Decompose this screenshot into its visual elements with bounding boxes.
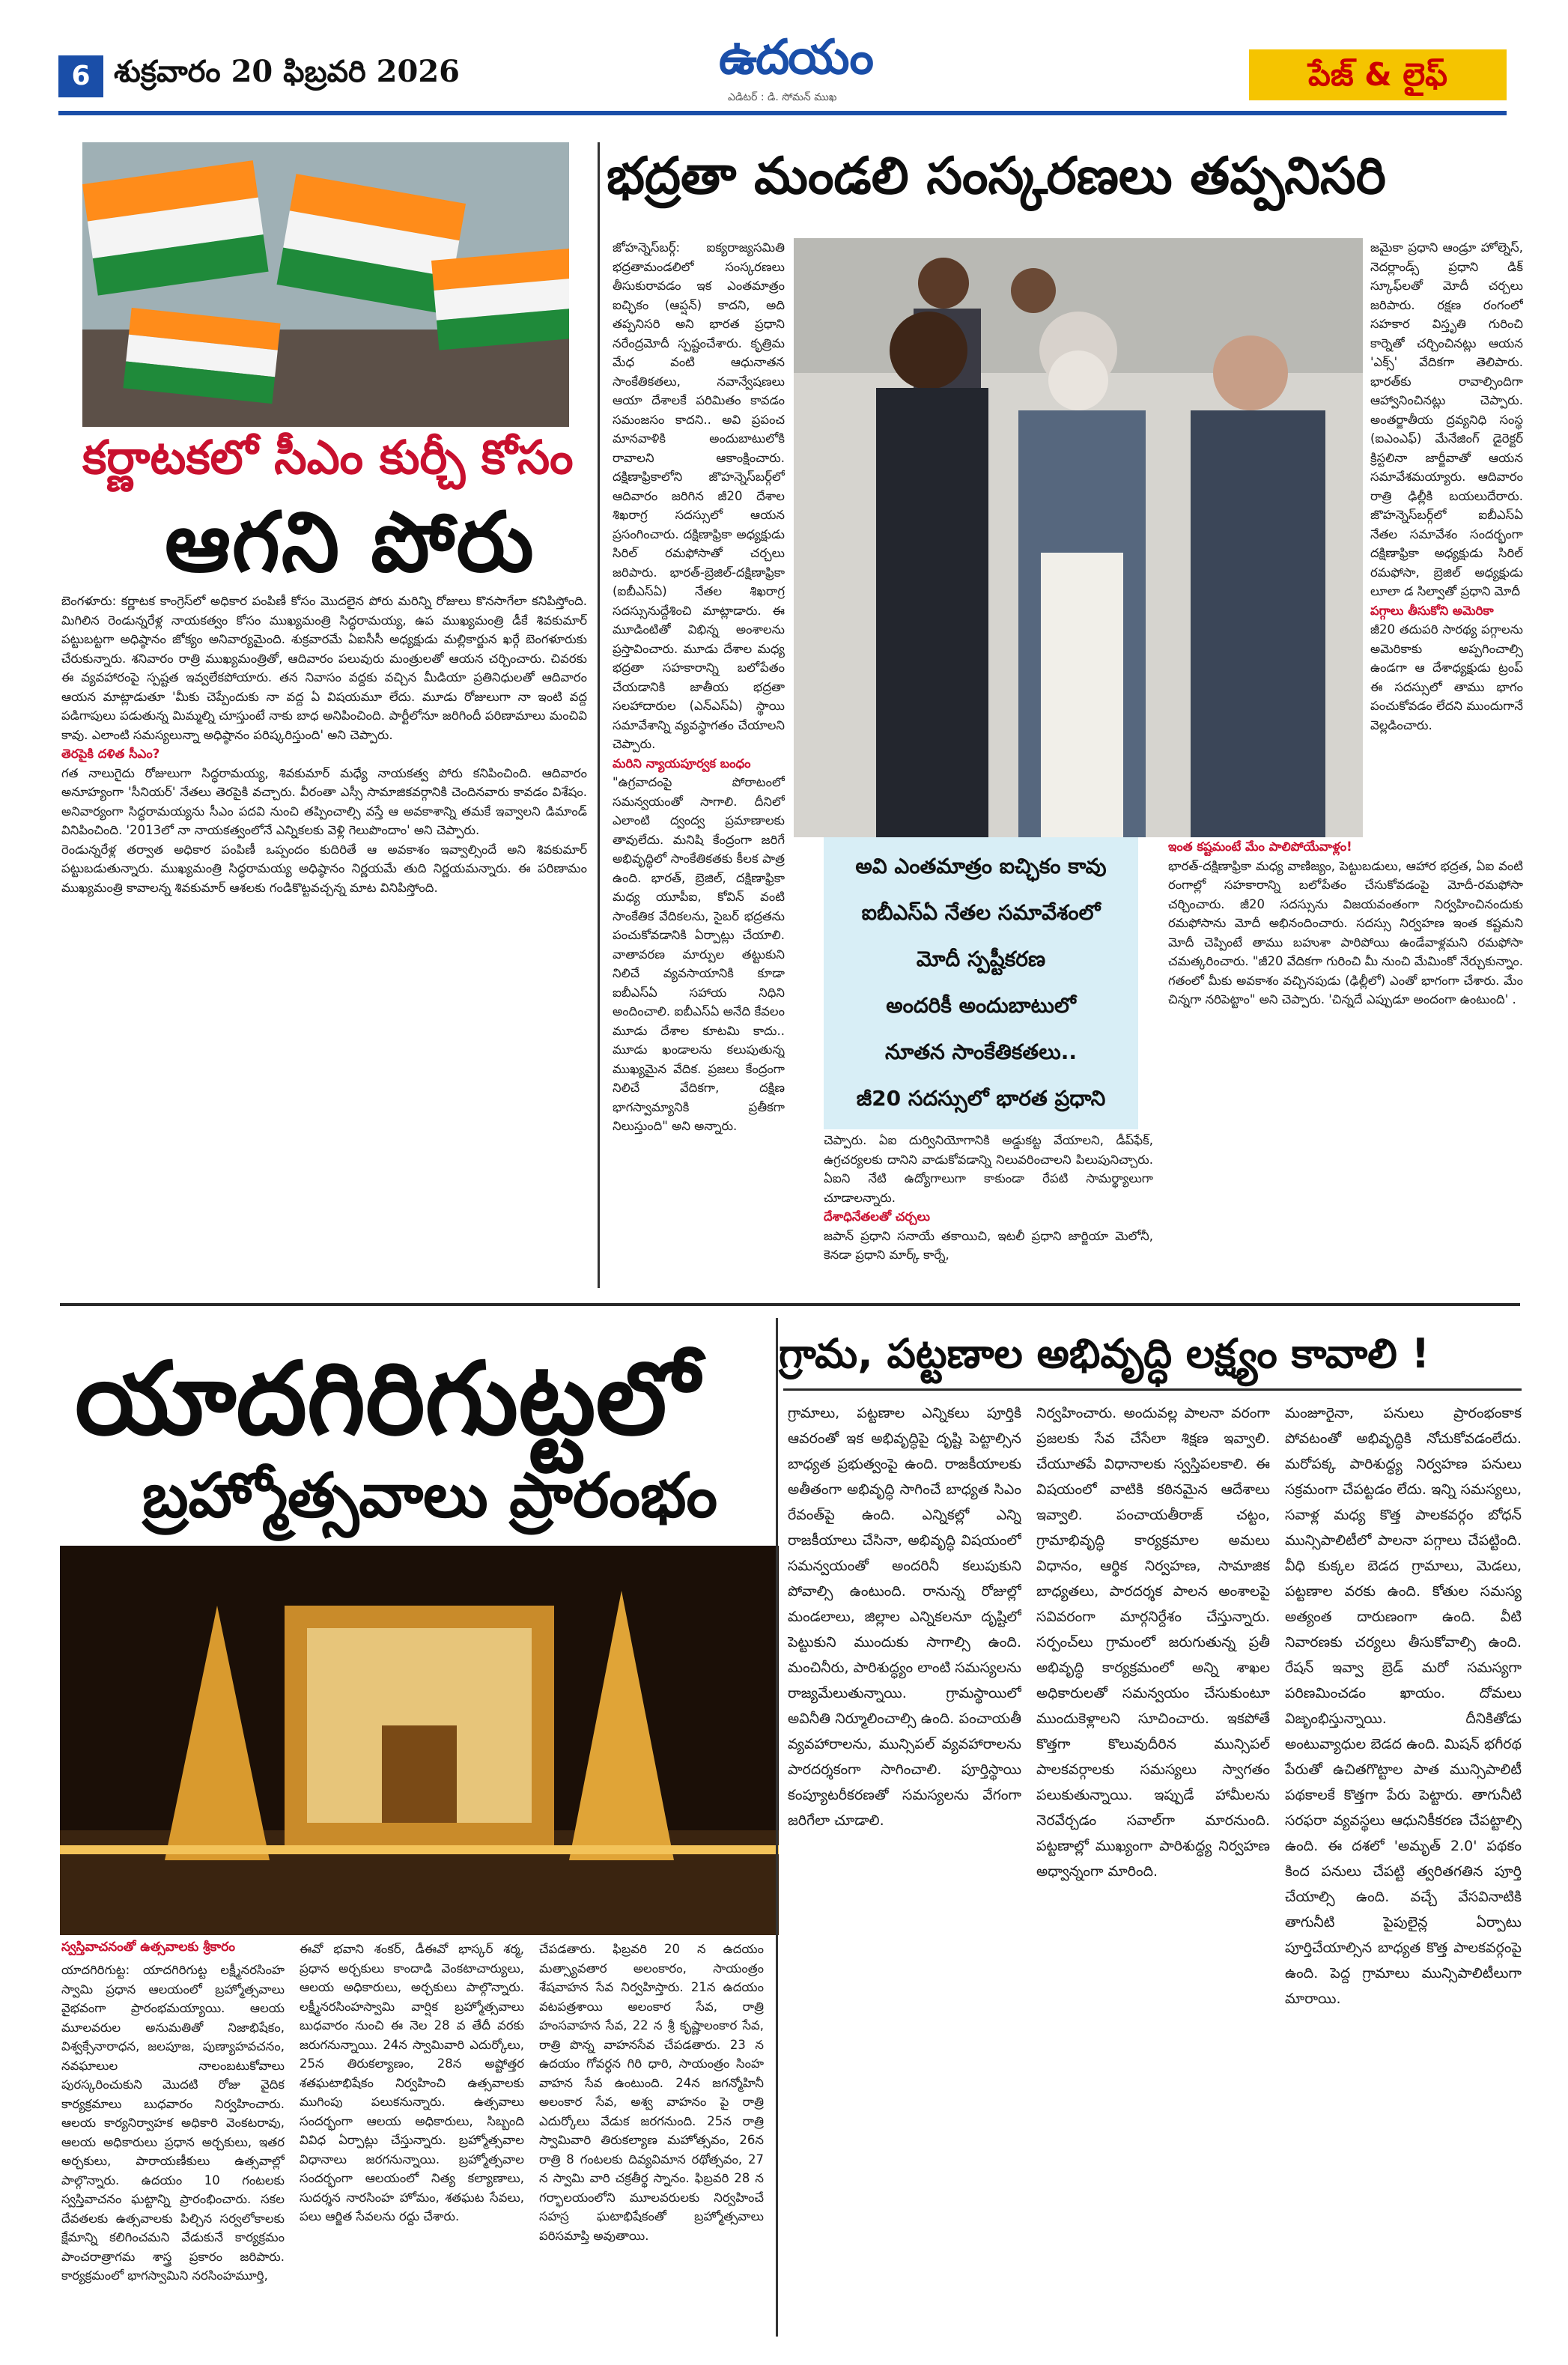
column-divider (598, 142, 600, 1288)
column-divider (776, 1318, 778, 2337)
security-council-paragraph-2: "ఉగ్రవాదంపై పోరాటంలో సమన్వయంతో సాగాలి. దీనిలో ఎలాంటి ద్వంద్వ ప్రమాణాలకు తావులేదు. మనిషి కేంద్రంగా జరిగే అభివృద్ధిలో సాంకేతికతకు కీలక పాత్ర ఉంది. భారత్, బ్రెజిల్, దక్షిణాఫ్రికా మధ్య యూపీఐ, కోవిన్ వంటి సాంకేతిక వేదికలను, సైబర్ భద్రతను పంచుకోవడానికి ఏర్పాట్లు చేయాలి. వాతావరణ మార్పుల తట్టుకుని నిలిచే వ్యవసాయానికి కూడా ఐబీఎస్ఏ సహాయ నిధిని అందించాలి. ఐబీఎస్ఏ అనేది కేవలం మూడు దేశాల కూటమి కాదు.. మూడు ఖండాలను కలుపుతున్న ముఖ్యమైన వేదిక. ప్రజలు కేంద్రంగా నిలిచే వేదికగా, దక్షిణ భాగస్వామ్యానికి ప్రతీకగా నిలుస్తుంది" అని అన్నారు. (613, 775, 785, 1133)
security-council-headline[interactable]: భద్రతా మండలి సంస్కరణలు తప్పనిసరి (607, 147, 1386, 206)
karnataka-headline-main[interactable]: ఆగని పోరు (165, 494, 535, 590)
security-council-column-2 (1363, 238, 1523, 837)
development-column-1 (788, 1400, 1021, 2337)
karnataka-headline[interactable]: కర్ణాటకలో సీఎం కుర్చీ కోసం (82, 430, 574, 485)
development-column-2 (1036, 1400, 1270, 2337)
karnataka-article-body (61, 592, 587, 1273)
highlight-line-2: ఐబీఎస్ఏ నేతల సమావేశంలో (861, 900, 1101, 925)
yadagiri-column-2 (300, 1940, 524, 2335)
temple-photo-caption: స్వస్తివాచనంతో ఉత్సవాలకు శ్రీకారం (61, 1940, 235, 1955)
security-council-paragraph-3: జమైకా ప్రధాని ఆండ్రూ హోల్నెస్, నెదర్లాండ్స్ ప్రధాని డిక్ స్కూఫ్‌లతో మోదీ చర్చలు జరిపారు. రక్షణ రంగంలో సహకార విస్తృతి గురించి కార్నెతో చర్చించినట్లు ఆయన 'ఎక్స్' వేదికగా తెలిపారు. భారత్‌కు రావాల్సిందిగా ఆహ్వానించినట్లు చెప్పారు. అంతర్జాతీయ ద్రవ్యనిధి సంస్థ (ఐఎంఎఫ్) మేనేజింగ్ డైరెక్టర్ క్రిస్టలినా జార్జీవాతో ఆయన సమావేశమయ్యారు. ఆదివారం రాత్రి ఢిల్లీకి బయలుదేరారు. జొహన్నెస్‌బర్గ్‌లో ఐబీఎస్ఏ నేతల సమావేశం సందర్భంగా దక్షిణాఫ్రికా అధ్యక్షుడు సిరిల్ రమఫోసా, బ్రెజిల్ అధ్యక్షుడు లూలా డ సిల్వాతో ప్రధాని మోదీ (1370, 240, 1523, 598)
yadagiri-column-1 (61, 1961, 285, 2335)
karnataka-paragraph-1: బెంగళూరు: కర్ణాటక కాంగ్రెస్‌లో అధికార పంపిణీ కోసం మొదలైన పోరు మరిన్ని రోజులు కొనసాగేలా కనిపిస్తోంది. మిగిలిన రెండున్నరేళ్ల నాయకత్వం కోసం ముఖ్యమంత్రి సిద్ధరామయ్య, ఉప ముఖ్యమంత్రి డీకే శివకుమార్ పట్టుబట్టగా అధిష్ఠానం జోక్యం అనివార్యమైంది. శుక్రవారమే ఏఐసీసీ అధ్యక్షుడు మల్లికార్జున ఖర్గే బెంగళూరుకు చేరుకున్నారు. శనివారం రాత్రి ముఖ్యమంత్రితో, ఆదివారం పలువురు మంత్రులతో ఆయన చర్చించారు. చివరకు ఈ వ్యవహారంపై స్పష్టత ఇవ్వలేకపోయారు. తన నివాసం వద్దకు వచ్చిన మీడియా ప్రతినిధులతో ఆదివారం ఆయన మాట్లాడుతూ 'మీకు చెప్పేందుకు నా వద్ద ఏ విషయమూ లేదు. మూడు రోజులుగా నా ఇంటి వద్ద పడిగాపులు పడుతున్న మిమ్మల్ని చూస్తుంటే నాకు బాధ అనిపించింది. పార్టీలోనూ జరిగిందీ పరిణామాలు మంచివి కావు. ఎలాంటి సమస్యలున్నా అధిష్ఠానం పరిష్కరిస్తుంది' అని చెప్పారు. (61, 594, 587, 742)
newspaper-logo[interactable] (719, 30, 884, 105)
yadagiri-paragraph-2: ఈవో భవాని శంకర్, డీఈవో భాస్కర్ శర్మ, ప్రధాన అర్చకులు కాందాడి వెంకటాచార్యులు, ఆలయ అధికారులు, అర్చకులు పాల్గొన్నారు. లక్ష్మీనరసింహస్వామి వార్షిక బ్రహ్మోత్సవాలు బుధవారం నుంచి ఈ నెల 28 వ తేదీ వరకు జరుగనున్నాయి. 24న స్వామివారి ఎదుర్కోలు, 25న తిరుకల్యాణం, 28న అష్టోత్తర శతఘటాభిషేకం నిర్వహించి ఉత్సవాలకు ముగింపు పలుకనున్నారు. ఉత్సవాలు సందర్భంగా ఆలయ అధికారులు, సిబ్బంది వివిధ ఏర్పాట్లు చేస్తున్నారు. బ్రహ్మోత్సవాల విధానాలు జరగనున్నాయి. బ్రహ్మోత్సవాల సందర్భంగా ఆలయంలో నిత్య కల్యాణాలు, సుదర్శన నారసింహ హోమం, శతఘట సేవలు, పలు ఆర్జిత సేవలను రద్దు చేశారు. (300, 1942, 524, 2223)
masthead (0, 0, 1568, 135)
masthead-rule (58, 111, 1507, 115)
security-council-subhead-3: ఇంత కష్టమంటే మేం పాలిపోయేవాళ్లం! (1168, 840, 1352, 854)
highlight-line-3: మోదీ స్పష్టీకరణ (916, 947, 1046, 971)
section-divider (60, 1303, 1520, 1306)
development-paragraph-2: నిర్వహించారు. అందువల్ల పాలనా వరంగా ప్రజలకు సేవ చేసేలా శిక్షణ ఇవ్వాలి. చేయూతపే విధానాలకు స్వస్తిపలకాలి. ఈ విషయంలో వాటికి కఠినమైన ఆదేశాలు ఇవ్వాలి. పంచాయతీరాజ్ చట్టం, గ్రామాభివృద్ధి కార్యక్రమాల అమలు విధానం, ఆర్థిక నిర్వహణ, సామాజిక బాధ్యతలు, పారదర్శక పాలన అంశాలపై సవివరంగా మార్గనిర్దేశం చేస్తున్నారు. సర్పంచ్‌లు గ్రామంలో జరుగుతున్న ప్రతీ అభివృద్ధి కార్యక్రమంలో అన్ని శాఖల అధికారులతో సమన్వయం చేసుకుంటూ ముందుకెళ్లాలని సూచించారు. ఇకపోతే కొత్తగా కొలువుదీరిన మున్సిపల్ పాలకవర్గాలకు సమస్యలు స్వాగతం పలుకుతున్నాయి. ఇప్పుడే హామీలను నెరవేర్చడం సవాల్‌గా మారనుంది. పట్టణాల్లో ముఖ్యంగా పారిశుద్ధ్య నిర్వహణ అధ్వాన్నంగా మారింది. (1036, 1405, 1270, 1880)
rural-urban-development-headline[interactable]: గ్రామ, పట్టణాల అభివృద్ధి లక్ష్యం కావాలి ! (779, 1330, 1430, 1377)
security-council-paragraph-6: చెప్పారు. ఏఐ దుర్వినియోగానికి అడ్డుకట్ట వేయాలని, డీప్‌ఫేక్, ఉగ్రచర్యలకు దానిని వాడుకోవడాన్ని నిలువరించాలని పిలుపునిచ్చారు. ఏఐని నేటి ఉద్యోగాలుగా కాకుండా రేపటి సామర్థ్యాలుగా చూడాలన్నారు. (824, 1133, 1153, 1205)
development-paragraph-3: మంజూరైనా, పనులు ప్రారంభంకాక పోవటంతో అభివృద్ధికి నోచుకోవడంలేదు. మరోపక్క పారిశుద్ధ్య నిర్వహణ పనులు సక్రమంగా చేపట్టడం లేదు. ఇన్ని సమస్యలు, సవాళ్ల మధ్య కొత్త పాలకవర్గం బోధన్ మున్సిపాలిటీలో పాలనా పగ్గాలు చేపట్టింది. వీధి కుక్కల బెడద గ్రామాలు, మెడలు, పట్టణాల వరకు ఉంది. కోతుల సమస్య అత్యంత దారుణంగా ఉంది. వీటి నివారణకు చర్యలు తీసుకోవాల్సి ఉంది. రేషన్ ఇవ్వా బ్రెడ్ మరో సమస్యగా పరిణమించడం ఖాయం. దోమలు విజృంభిస్తున్నాయి. దీనికితోడు అంటువ్యాధుల బెడద ఉంది. మిషన్ భగీరథ పేరుతో ఉచితగొట్టాల పాత మున్సిపాలిటీ పథకాలకే కొత్తగా పేరు పెట్టారు. తాగునీటి సరఫరా వ్యవస్థలు ఆధునికీకరణ చేపట్టాల్సి ఉంది. ఈ దశలో 'అమృత్ 2.0' పథకం కింద పనులు చేపట్టి త్వరితగతిన పూర్తి చేయాల్సి ఉంది. వచ్చే వేసవినాటికి తాగునీటి పైపులైన్ల ఏర్పాటు పూర్తిచేయాల్సిన బాధ్యత కొత్త పాలకవర్గంపై ఉంది. పెద్ద గ్రామాలు మున్సిపాలిటీలుగా మారాయి. (1285, 1405, 1522, 2007)
section-label: పేజ్ & లైఫ్ (1249, 49, 1507, 100)
congress-flags-photo (82, 142, 569, 427)
security-council-paragraph-4: జీ20 తదుపరి సారథ్య పగ్గాలను అమెరికాకు అప్పగించాల్సి ఉండగా ఆ దేశాధ్యక్షుడు ట్రంప్ ఈ సదస్సులో తాము భాగం పంచుకోవడం లేదని ముందుగానే వెల్లడించారు. (1370, 622, 1523, 732)
security-council-subhead-1: మరిని న్యాయపూర్వక బంధం (613, 756, 751, 771)
highlight-line-1: అవి ఎంతమాత్రం ఐచ్ఛికం కావు (855, 854, 1107, 878)
yadagiri-column-3 (539, 1940, 764, 2335)
highlight-line-6: జీ20 సదస్సులో భారత ప్రధాని (856, 1086, 1106, 1111)
highlight-line-5: నూతన సాంకేతికతలు.. (884, 1039, 1078, 1064)
temple-photo (60, 1546, 779, 1935)
karnataka-subhead-dalit-cm: తెరపైకి దళిత సీఎం? (61, 747, 160, 761)
headline-rule (783, 1388, 1522, 1391)
karnataka-paragraph-3: రెండున్నరేళ్ల తర్వాత అధికార పంపిణీ ఒప్పందం కుదిరితే ఆ అవకాశం ఇవ్వాల్సిందే అని శివకుమార్ పట్టుబడుతున్నారు. ముఖ్యమంత్రి సిద్ధరామయ్య అధిష్ఠానం నిర్ణయమే తుది నిర్ణయమన్నారు. ఈ పరిణామం ముఖ్యమంత్రి కావాలన్న శివకుమార్ ఆశలకు గండికొట్టవచ్చన్న మాట వినిపిస్తోంది. (61, 842, 587, 895)
security-council-column-4 (824, 1131, 1153, 1281)
issue-date: శుక్రవారం 20 ఫిబ్రవరి 2026 (114, 54, 461, 89)
yadagiri-paragraph-3: చేపడతారు. ఫిబ్రవరి 20 న ఉదయం మత్స్యావతార అలంకారం, సాయంత్రం శేషవాహన సేవ నిర్వహిస్తారు. 21న ఉదయం వటపత్రశాయి అలంకార సేవ, రాత్రి హంసవాహన సేవ, 22 న శ్రీ కృష్ణాలంకార సేవ, రాత్రి పొన్న వాహనసేవ చేపడతారు. 23 న ఉదయం గోవర్ధన గిరి ధారి, సాయంత్రం సింహ వాహన సేవ ఉంటుంది. 24న జగన్మోహినీ అలంకార సేవ, అశ్వ వాహనం పై రాత్రి ఎదుర్కోలు వేడుక జరగనుంది. 25న రాత్రి స్వామివారి తిరుకల్యాణ మహోత్సవం, 26న రాత్రి 8 గంటలకు దివ్యవిమాన రథోత్సవం, 27 న స్వామి వారి చక్రతీర్థ స్నానం. ఫిబ్రవరి 28 న గర్భాలయంలోని మూలవరులకు నిర్వహించే సహస్ర ఘటాభిషేకంతో బ్రహ్మోత్సవాలు పరిసమాప్తి అవుతాయి. (539, 1942, 764, 2243)
development-column-3 (1285, 1400, 1522, 2337)
security-council-subhead-2: పగ్గాలు తీసుకోని అమెరికా (1370, 603, 1494, 618)
security-council-highlight-box (824, 837, 1138, 1129)
highlight-line-4: అందరికీ అందుబాటులో (886, 993, 1076, 1018)
logo-wordmark: ఉదయం (719, 30, 873, 85)
security-council-subhead-4: దేశాధినేతలతో చర్చలు (824, 1209, 930, 1224)
development-paragraph-1: గ్రామాలు, పట్టణాల ఎన్నికలు పూర్తికి ఆవరంతో ఇక అభివృద్ధిపై దృష్టి పెట్టాల్సిన బాధ్యత ప్రభుత్వంపై ఉంది. రాజకీయాలకు అతీతంగా అభివృద్ధి సాగించే బాధ్యత సిఎం రేవంత్‌పై ఉంది. ఎన్నికల్లో ఎన్ని రాజకీయాలు చేసినా, అభివృద్ధి విషయంలో సమన్వయంతో అందరినీ కలుపుకుని పోవాల్సి ఉంటుంది. రానున్న రోజుల్లో మండలాలు, జిల్లాల ఎన్నికలనూ దృష్టిలో పెట్టుకుని ముందుకు సాగాల్సి ఉంది. మంచినీరు, పారిశుద్ధ్యం లాంటి సమస్యలను రాజ్యమేలుతున్నాయి. గ్రామస్థాయిలో అవినీతి నిర్మూలించాల్సి ఉంది. పంచాయతీ వ్యవహారాలను, మున్సిపల్ వ్యవహారాలను పారదర్శకంగా సాగించాలి. పూర్తిస్థాయి కంప్యూటరీకరణతో సమస్యలను వేగంగా జరిగేలా చూడాలి. (788, 1405, 1021, 1829)
yadagiri-subheadline[interactable]: బ్రహ్మోత్సవాలు ప్రారంభం (142, 1460, 718, 1531)
security-council-paragraph-7: జపాన్ ప్రధాని సనాయే తకాయిచి, ఇటలీ ప్రధాని జార్జియా మెలోనీ, కెనడా ప్రధాని మార్క్ కార్నే, (824, 1228, 1153, 1262)
logo-editor-line: ఎడిటర్ : డి. సోమన్ ముఖ (728, 91, 837, 103)
karnataka-paragraph-2: గత నాలుగైదు రోజులుగా సిద్ధరామయ్య, శివకుమార్ మధ్యే నాయకత్వ పోరు కనిపించింది. ఆదివారం అనూహ్యంగా 'సీనియర్' నేతలు తెరపైకి వచ్చారు. వీరంతా ఎస్సీ సామాజికవర్గానికి చెందినవారు కావడం విశేషం. అనివార్యంగా సిద్ధరామయ్యను సీఎం పదవి నుంచి తప్పించాల్సి వస్తే ఆ అవకాశాన్ని తమకే ఇవ్వాలని డిమాండ్ వినిపించింది. '2013లో నా నాయకత్వంలోనే ఎన్నికలకు వెళ్లి గెలుపొందాం' అని చెప్పారు. (61, 765, 587, 837)
yadagiri-headline[interactable]: యాదగిరిగుట్టలో (75, 1341, 699, 1457)
page-number: 6 (58, 55, 103, 97)
security-council-column-1 (613, 238, 785, 1279)
security-council-paragraph-5: భారత్-దక్షిణాఫ్రికా మధ్య వాణిజ్యం, పెట్టుబడులు, ఆహార భద్రత, ఏఐ వంటి రంగాల్లో సహకారాన్ని బలోపేతం చేసుకోవడంపై మోదీ-రమఫోసా చర్చించారు. జీ20 సదస్సును విజయవంతంగా నిర్వహించినందుకు రమఫోసాను మోదీ అభినందించారు. సదస్సు నిర్వహణ ఇంత కష్టమని మోదీ చెప్పింటే తాము బహుశా పారిపోయి ఉండేవాళ్లమని రమఫోసా చమత్కరించారు. "జీ20 వేదికగా గురించి మీ నుంచి మేమింకో నేర్చుకున్నాం. గతంలో మీకు అవకాశం వచ్చినపుడు (ఢిల్లీలో) ఎంతో భాగంగా చేశారు. మేం చిన్నగా నరిపెట్టాం" అని చెప్పారు. 'చిన్నదే ఎప్పుడూ అందంగా ఉంటుంది' . (1168, 858, 1523, 1007)
yadagiri-paragraph-1: యాదగిరిగుట్ట: యాదగిరిగుట్ట లక్ష్మీనరసింహ స్వామి ప్రధాన ఆలయంలో బ్రహ్మోత్సవాలు వైభవంగా ప్రారంభమయ్యాయి. ఆలయ మూలవరుల అనుమతితో నిజాభిషేకం, విశ్వక్సేనారాధన, జలపూజ, పుణ్యాహవచనం, నవఘాలుల నాలంబటుకోవాలు పురస్కరించుకుని మొదటి రోజు వైదిక కార్యక్రమాలు బుధవారం నిర్వహించారు. ఆలయ కార్యనిర్వాహక అధికారి వెంకటరావు, ఆలయ అధికారులు ప్రధాన అర్చకులు, ఇతర అర్చకులు, పారాయణీకులు ఉత్సవాల్లో పాల్గొన్నారు. ఉదయం 10 గంటలకు స్వస్తివాచనం ఘట్టాన్ని ప్రారంభించారు. సకల దేవతలకు ఉత్సవాలకు పిల్చిన సర్వలోకాలకు క్షేమాన్ని కలిగించమని వేడుకునే కార్యక్రమం పాంచరాత్రాగమ శాస్త్ర ప్రకారం జరిపారు. కార్యక్రమంలో భాగస్వామిని నరసింహమూర్తి, (61, 1963, 285, 2283)
security-council-paragraph-1: జోహన్నెస్‌బర్గ్: ఐక్యరాజ్యసమితి భద్రతామండలిలో సంస్కరణలు తీసుకురావడం ఇక ఎంతమాత్రం ఐచ్ఛికం (ఆప్షన్) కాదని, అది తప్పనిసరి అని భారత ప్రధాని నరేంద్రమోదీ స్పష్టంచేశారు. కృత్రిమ మేధ వంటి ఆధునాతన సాంకేతికతలు, నవాన్వేషణలు ఆయా దేశాలకే పరిమితం కావడం సమంజసం కాదని.. అవి ప్రపంచ మానవాళికి అందుబాటులోకి రావాలని ఆకాంక్షించారు. దక్షిణాఫ్రికాలోని జొహన్నెస్‌బర్గ్‌లో ఆదివారం జరిగిన జీ20 దేశాల శిఖరాగ్ర సదస్సులో ఆయన ప్రసంగించారు. దక్షిణాఫ్రికా అధ్యక్షుడు సిరిల్ రమఫోసాతో చర్చలు జరిపారు. భారత్-బ్రెజిల్-దక్షిణాఫ్రికా (ఐబీఎస్ఏ) నేతల శిఖరాగ్ర సదస్సునుద్దేశించి మాట్లాడారు. ఈ మూడింటితో విభిన్న అంశాలను ప్రస్తావించారు. మూడు దేశాల మధ్య భద్రతా సహకారాన్ని బలోపేతం చేయడానికి జాతీయ భద్రతా సలహాదారుల (ఎన్ఎస్ఏ) స్థాయి సమావేశాన్ని వ్యవస్థాగతం చేయాలని చెప్పారు. (613, 240, 785, 751)
security-council-column-3 (1168, 837, 1523, 1279)
